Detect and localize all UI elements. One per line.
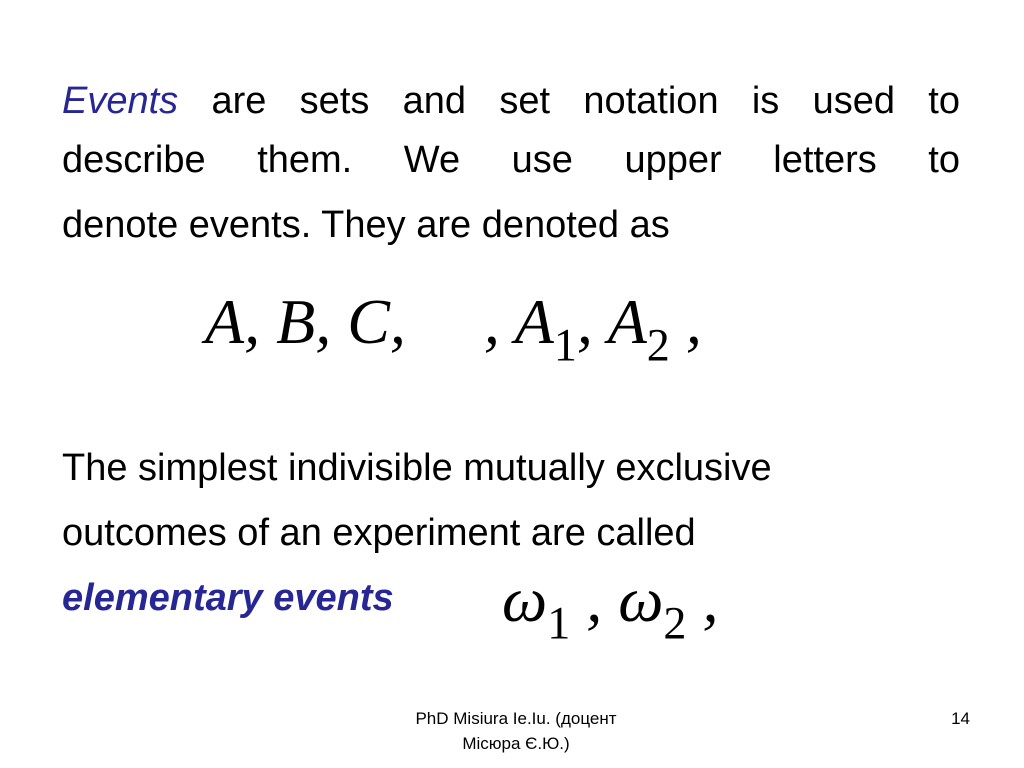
events-term: Events	[62, 80, 179, 122]
math-comma: ,	[483, 286, 515, 357]
math-comma: ,	[570, 564, 619, 635]
math-symbol: A	[607, 286, 647, 357]
paragraph-line: denote events. They are denoted as	[62, 204, 670, 246]
math-symbol: C	[347, 286, 390, 357]
paragraph-line: The simplest indivisible mutually exclusive	[62, 447, 772, 489]
footer-author	[386, 706, 646, 756]
math-comma: ,	[244, 286, 277, 357]
paragraph-line: describe them. We use upper letters to	[62, 139, 960, 181]
footer-author-line: Місюра Є.Ю.)	[462, 734, 570, 753]
events-definition-paragraph	[62, 72, 960, 255]
math-symbol: ω	[618, 564, 664, 635]
math-subscript: 2	[646, 319, 670, 371]
math-symbol: B	[276, 286, 316, 357]
paragraph-line	[62, 72, 960, 131]
footer-author-line: PhD Misiura Ie.Iu. (доцент	[415, 709, 617, 728]
math-symbol: ω	[502, 564, 548, 635]
math-subscript: 2	[663, 597, 687, 649]
math-comma: ,	[315, 286, 348, 357]
math-subscript: 1	[547, 597, 571, 649]
paragraph-line: outcomes of an experiment are called	[62, 512, 696, 554]
page-number: 14	[951, 709, 970, 728]
elementary-events-term: elementary events	[62, 577, 394, 619]
math-comma: ,	[576, 286, 608, 357]
math-comma: ,	[389, 286, 406, 357]
event-notation-formula	[205, 282, 702, 386]
paragraph-text: are sets and set notation is used to	[178, 80, 960, 122]
math-symbol: A	[514, 286, 554, 357]
math-symbol: A	[205, 286, 245, 357]
math-comma: ,	[669, 286, 702, 357]
elementary-events-formula	[502, 560, 718, 664]
math-comma: ,	[686, 564, 719, 635]
math-subscript: 1	[553, 319, 577, 371]
